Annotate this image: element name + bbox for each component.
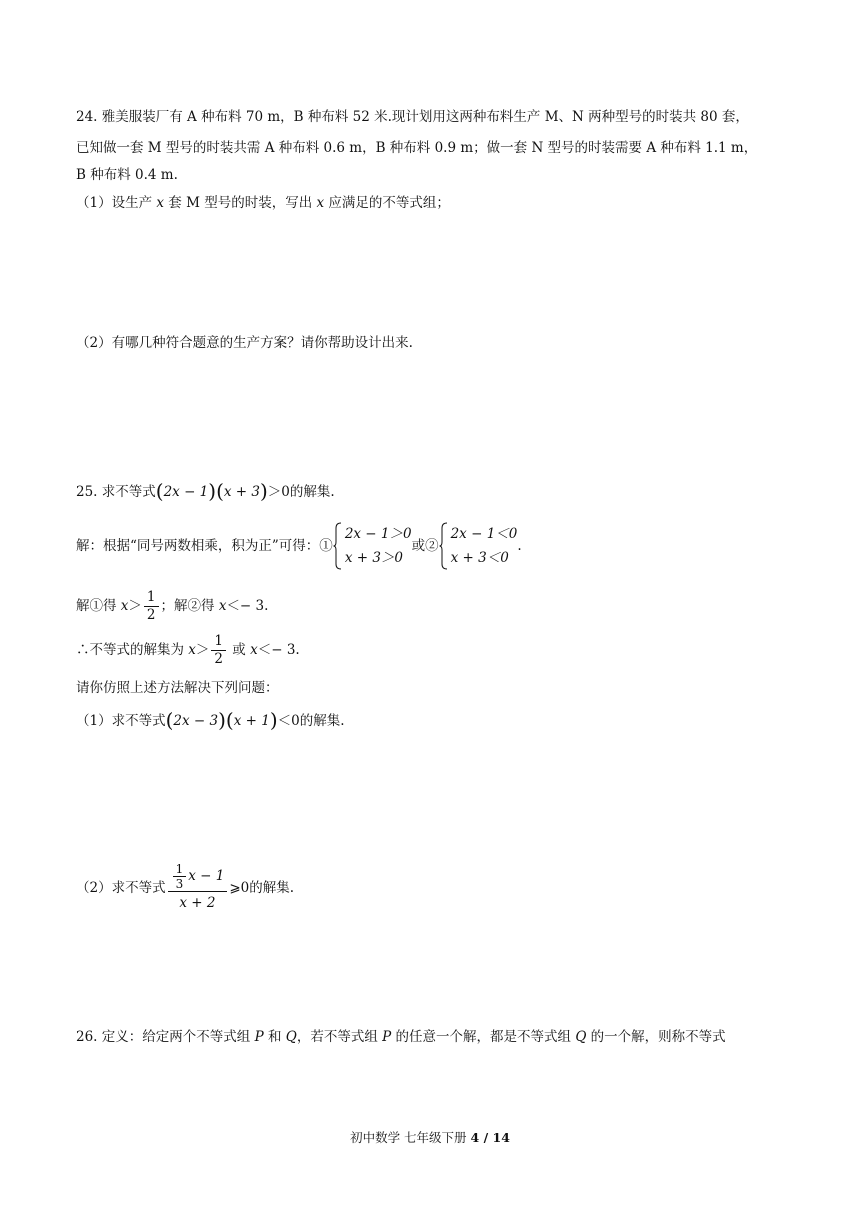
q25-solution xyxy=(76,522,522,570)
q25-or: 或② xyxy=(411,538,439,554)
q26-text-d: 的一个解，则称不等式 xyxy=(586,1029,726,1045)
q24-part1-text-a: （1）设生产 xyxy=(76,195,157,211)
fraction-numerator: 1 xyxy=(211,633,226,651)
q25-p2-prefix: （2）求不等式 xyxy=(76,880,166,896)
q24-part1-var: x xyxy=(156,195,165,211)
q25-step2-var2: x xyxy=(250,642,258,658)
q25-p2-fraction xyxy=(168,862,228,914)
q26-var-p: P xyxy=(254,1029,264,1045)
q25-system-2 xyxy=(439,522,518,570)
q26-text-c: 的任意一个解，都是不等式组 xyxy=(391,1029,576,1045)
q25-p2-suffix: 的解集. xyxy=(249,880,295,896)
q24-line-2: 已知做一套 M 型号的时装共需 A 种布料 0.6 m，B 种布料 0.9 m；做一套 N 型号的时装需要 A 种布料 1.1 m， xyxy=(76,140,758,156)
fraction-one-third xyxy=(173,862,187,891)
q25-step1-rel: ＞ xyxy=(128,598,142,614)
q25-p1-expr-b: x + 1 xyxy=(233,713,270,729)
q25-step-2 xyxy=(76,632,300,668)
q26-var-p2: P xyxy=(382,1029,392,1045)
q26-text-a: 26. 定义：给定两个不等式组 xyxy=(76,1029,255,1045)
q25-step2-c: ＜− 3. xyxy=(257,642,300,658)
q24-part1-text-c: 应满足的不等式组； xyxy=(324,195,450,211)
q25-p2-rel: ⩾0 xyxy=(229,880,250,896)
fraction-denominator: 3 xyxy=(175,877,184,891)
q25-step1-var2: x xyxy=(218,598,227,614)
q25-step-1 xyxy=(76,588,268,624)
q25-step1-b: ；解②得 xyxy=(160,598,219,614)
fraction-denominator: x + 2 xyxy=(179,895,216,911)
fraction-denominator: 2 xyxy=(214,651,224,667)
q25-step2-rel: ＞ xyxy=(195,642,210,658)
q25-step1-c: ＜− 3. xyxy=(226,598,269,614)
q25-step2-a: ∴不等式的解集为 xyxy=(76,642,189,658)
q25-sys2-row1: 2x − 1＜0 xyxy=(450,526,518,542)
q26-line-1 xyxy=(76,1027,726,1047)
left-brace-icon xyxy=(333,522,342,570)
q25-step1-var: x xyxy=(120,598,129,614)
page-footer xyxy=(0,1128,860,1146)
q25-expr-a: 2x − 1 xyxy=(163,484,209,500)
q25-stem: 25. 求不等式(2x − 1)(x + 3)＞0的解集. xyxy=(76,479,335,503)
q25-p2-num-rest: x − 1 xyxy=(188,868,225,884)
q25-imitate: 请你仿照上述方法解决下列问题： xyxy=(76,680,279,696)
q24-part-2: （2）有哪几种符合题意的生产方案？请你帮助设计出来. xyxy=(76,335,413,351)
q26-and: 和 xyxy=(263,1029,286,1045)
page-number: 4 / 14 xyxy=(470,1130,510,1145)
q25-rel: ＞0 xyxy=(267,484,290,500)
q25-sol-prefix: 解：根据“同号两数相乘，积为正”可得：① xyxy=(76,538,333,554)
q26-var-q: Q xyxy=(285,1029,297,1045)
q25-p1-suffix: 的解集. xyxy=(299,713,345,729)
q25-p1-rel: ＜0 xyxy=(277,713,300,729)
q26-var-q2: Q xyxy=(575,1029,587,1045)
q24-line-3: B 种布料 0.4 m. xyxy=(76,167,178,183)
q25-prefix: 25. 求不等式 xyxy=(76,484,156,500)
fraction-numerator: 1 xyxy=(144,589,159,607)
fraction-one-half xyxy=(144,589,159,624)
fraction-denominator: 2 xyxy=(146,607,156,623)
q25-p1-expr-a: 2x − 3 xyxy=(173,713,219,729)
left-brace-icon xyxy=(439,522,448,570)
q25-sys1-row2: x + 3＞0 xyxy=(344,550,403,566)
q25-sys2-row2: x + 3＜0 xyxy=(450,550,509,566)
q24-part-1 xyxy=(76,193,450,213)
fraction-one-half xyxy=(211,633,226,668)
footer-subject: 初中数学 七年级下册 xyxy=(350,1130,471,1145)
fraction-numerator: 1 xyxy=(173,862,187,877)
q25-expr-b: x + 3 xyxy=(223,484,260,500)
q25-part-1: （1）求不等式(2x − 3)(x + 1)＜0的解集. xyxy=(76,708,345,732)
q25-sys1-row1: 2x − 1＞0 xyxy=(344,526,412,542)
q25-system-1 xyxy=(333,522,412,570)
q25-part-2 xyxy=(76,862,294,914)
q25-end-dot: . xyxy=(517,538,522,554)
q25-step2-var: x xyxy=(188,642,196,658)
fraction-numerator xyxy=(168,862,228,892)
q25-p1-prefix: （1）求不等式 xyxy=(76,713,166,729)
q26-text-b: ，若不等式组 xyxy=(296,1029,383,1045)
q25-step1-a: 解①得 xyxy=(76,598,121,614)
q24-part1-text-b: 套 M 型号的时装，写出 xyxy=(164,195,317,211)
q24-part1-var2: x xyxy=(316,195,325,211)
q24-line-1: 24. 雅美服装厂有 A 种布料 70 m，B 种布料 52 米.现计划用这两种布料生产 M、N 两种型号的时装共 80 套， xyxy=(76,109,749,125)
q25-step2-b: 或 xyxy=(228,642,251,658)
q25-suffix: 的解集. xyxy=(289,484,335,500)
